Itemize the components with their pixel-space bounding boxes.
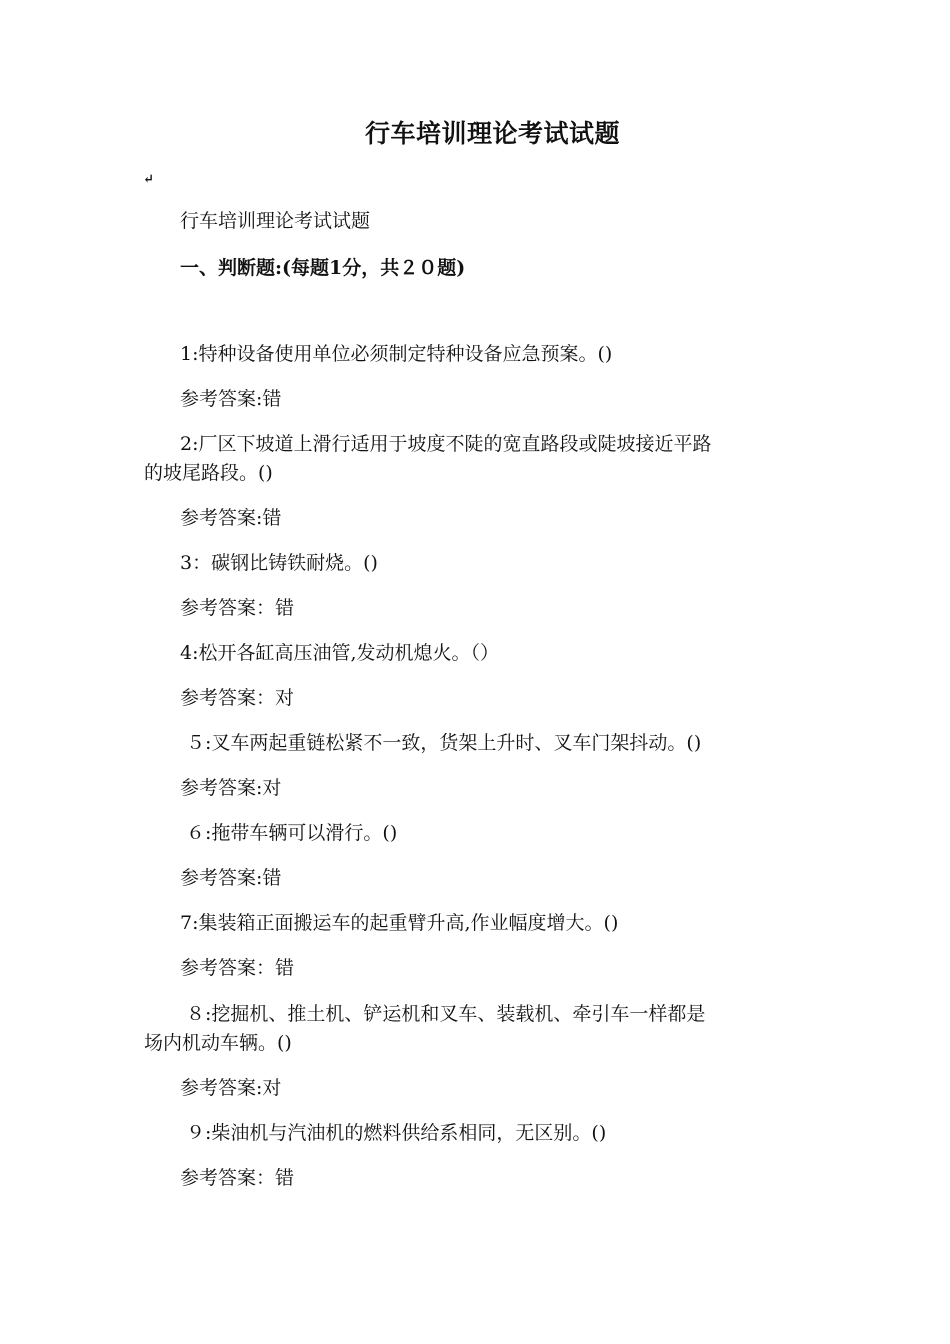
answer-4: 参考答案：对	[180, 687, 295, 709]
question-5: ５:叉车两起重链松紧不一致，货架上升时、叉车门架抖动。()	[186, 732, 702, 754]
answer-3: 参考答案：错	[180, 597, 295, 619]
question-9: ９:柴油机与汽油机的燃料供给系相同，无区别。()	[186, 1122, 607, 1144]
answer-9: 参考答案：错	[180, 1167, 295, 1189]
answer-1: 参考答案:错	[180, 388, 282, 410]
question-8-continued: 场内机动车辆。()	[144, 1032, 292, 1054]
question-7: 7:集装箱正面搬运车的起重臂升高,作业幅度增大。()	[180, 912, 619, 934]
answer-7: 参考答案：错	[180, 957, 295, 979]
question-2-continued: 的坡尾路段。()	[144, 462, 273, 484]
answer-2: 参考答案:错	[180, 507, 282, 529]
document-subtitle: 行车培训理论考试试题	[180, 210, 371, 232]
question-4: 4:松开各缸高压油管,发动机熄火。（）	[180, 642, 500, 664]
question-2: 2:厂区下坡道上滑行适用于坡度不陡的宽直路段或陡坡接近平路	[180, 433, 712, 455]
question-1: 1:特种设备使用单位必须制定特种设备应急预案。()	[180, 343, 613, 365]
section-heading: 一、判断题:(每题1分，共２０题)	[180, 257, 466, 279]
document-title: 行车培训理论考试试题	[364, 119, 620, 148]
paragraph-mark-icon: ↵	[143, 172, 154, 187]
answer-6: 参考答案:错	[180, 867, 282, 889]
answer-5: 参考答案:对	[180, 777, 282, 799]
question-6: ６:拖带车辆可以滑行。()	[186, 822, 398, 844]
question-8: ８:挖掘机、推土机、铲运机和叉车、装载机、牵引车一样都是	[186, 1003, 706, 1025]
answer-8: 参考答案:对	[180, 1077, 282, 1099]
question-3: 3：碳钢比铸铁耐烧。()	[180, 552, 378, 574]
